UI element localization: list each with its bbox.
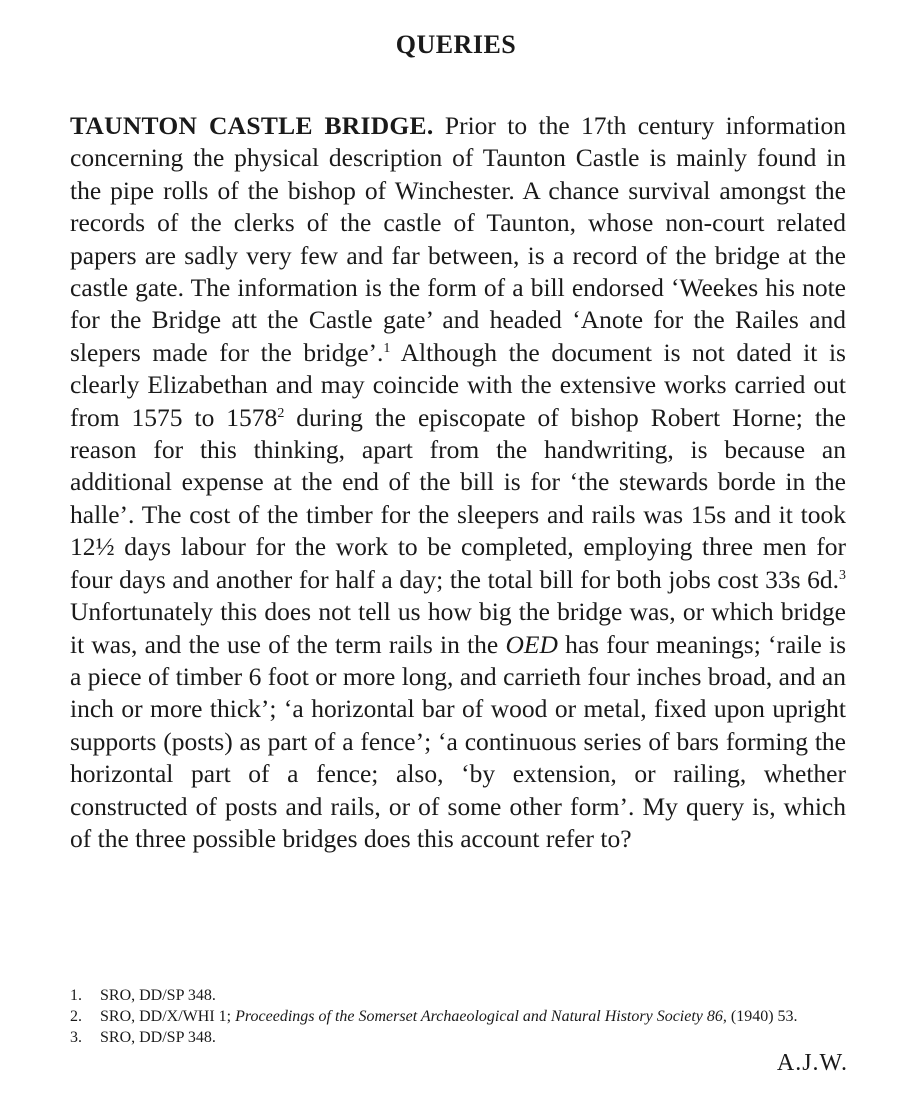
footnote-2 [70,1006,846,1027]
footnote-text: SRO, DD/SP 348. [100,1029,216,1046]
footnote-text-plain: SRO, DD/X/WHI 1; [100,1008,236,1025]
footnote-number: 3. [70,1029,82,1046]
footnote-ref-3: 3 [839,567,846,583]
oed-abbreviation: OED [505,629,558,659]
article-text-part-3: during the episcopate of bishop Robert Horne; the reason for this thinking, apart from the handwriting, is because an additional expense at the end of the bill is for ‘the stewards borde in the halle’. The cost of the timber for the sleepers and rails was 15s and it took 12½ days labour for the work to be completed, employing three men for four days and another for half a day; the total bill for both jobs cost 33s 6d. [70,402,846,594]
article-body [70,110,846,855]
footnote-journal-title: Proceedings of the Somerset Archaeological and Natural History Society 86 [235,1008,723,1025]
footnote-text-tail: , (1940) 53. [722,1008,798,1025]
article-text-part-2: Although the document is not dated it is clearly Elizabethan and may coincide with the extensive works carried out from 1575 to 1578 [70,337,846,432]
footnote-number: 2. [70,1008,82,1025]
article-text-part-4: Unfortunately this does not tell us how big the bridge was, or which bridge it was, and the use of the term rails in the [70,597,846,659]
author-initials: A.J.W. [776,1050,848,1076]
article-text-part-1: Prior to the 17th century information concerning the physical description of Taunton Castle is mainly found in the pipe rolls of the bishop of Winchester. A chance survival amongst the records of the clerks of the castle of Taunton, whose non-court related papers are sadly very few and far between, is a record of the bridge at the castle gate. The information is the form of a bill endorsed ‘Weekes his note for the Bridge att the Castle gate’ and headed ‘Anote for the Railes and slepers made for the bridge’. [70,111,846,367]
article-title: TAUNTON CASTLE BRIDGE. [70,111,434,140]
footnote-ref-2: 2 [277,405,285,421]
section-heading: QUERIES [395,30,517,59]
footnote-text [100,1006,846,1027]
footnote-1 [70,985,846,1006]
article-text-part-5: has four meanings; ‘raile is a piece of timber 6 foot or more long, and carrieth four inches broad, and an inch or more thick’; ‘a horizontal bar of wood or metal, fixed upon upright supports (posts) as part of a fence’; ‘a continuous series of bars forming the horizontal part of a fence; also, ‘by extension, or railing, whether constructed of posts and rails, or of some other form’. My query is, which of the three possible bridges does this account refer to? [70,629,846,853]
footnote-text: SRO, DD/SP 348. [100,987,216,1004]
footnotes [70,985,846,1048]
footnote-number: 1. [70,987,82,1004]
footnote-ref-1: 1 [383,340,391,356]
footnote-3 [70,1027,846,1048]
